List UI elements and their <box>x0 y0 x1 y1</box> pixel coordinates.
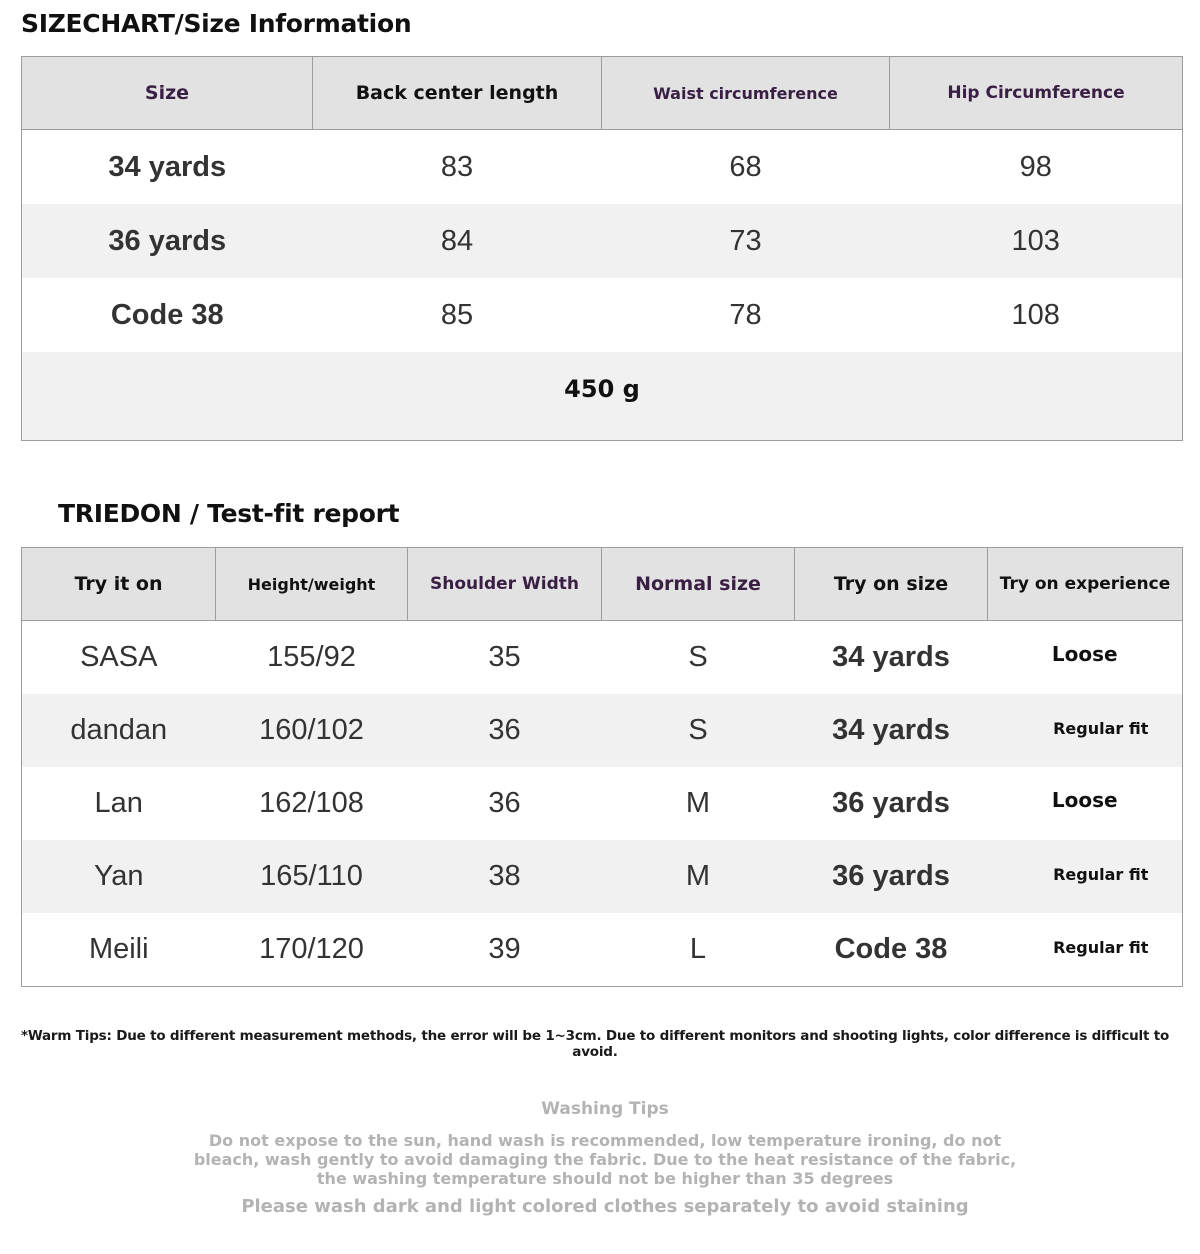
normal-size-cell: M <box>602 767 795 840</box>
hip-cell: 98 <box>890 130 1183 205</box>
experience-label: Loose <box>1051 787 1118 812</box>
waist-cell: 68 <box>602 130 890 205</box>
table-row <box>22 278 1183 352</box>
experience-label: Regular fit <box>1053 938 1149 957</box>
size-table-header-row <box>22 57 1183 130</box>
height-weight-cell: 165/110 <box>216 840 408 913</box>
try-size-cell: 34 yards <box>795 621 988 695</box>
try-size-cell: 36 yards <box>795 840 988 913</box>
name-cell: Meili <box>22 913 216 987</box>
hip-cell: 108 <box>890 278 1183 352</box>
garment-weight: 450 g <box>22 352 1183 441</box>
test-fit-title: TRIEDON / Test-fit report <box>58 499 400 528</box>
try-size-cell: 34 yards <box>795 694 988 767</box>
size-cell: 34 yards <box>22 130 313 205</box>
header-shoulder-width: Shoulder Width <box>408 548 602 621</box>
height-weight-cell: 162/108 <box>216 767 408 840</box>
experience-cell <box>988 767 1183 840</box>
shoulder-cell: 38 <box>408 840 602 913</box>
back-center-length-cell: 84 <box>313 204 602 278</box>
name-cell: Lan <box>22 767 216 840</box>
header-try-on-size: Try on size <box>795 548 988 621</box>
size-chart-table <box>21 56 1183 441</box>
waist-cell: 73 <box>602 204 890 278</box>
experience-label: Regular fit <box>1053 865 1149 884</box>
back-center-length-cell: 83 <box>313 130 602 205</box>
table-row <box>22 913 1183 987</box>
header-size: Size <box>22 57 313 130</box>
fit-table-header-row <box>22 548 1183 621</box>
experience-cell <box>988 694 1183 767</box>
experience-label: Loose <box>1051 641 1118 666</box>
shoulder-cell: 36 <box>408 767 602 840</box>
table-row <box>22 840 1183 913</box>
size-cell: 36 yards <box>22 204 313 278</box>
experience-label: Regular fit <box>1053 719 1149 738</box>
try-size-cell: Code 38 <box>795 913 988 987</box>
header-back-center-length: Back center length <box>313 57 602 130</box>
name-cell: SASA <box>22 621 216 695</box>
shoulder-cell: 36 <box>408 694 602 767</box>
height-weight-cell: 155/92 <box>216 621 408 695</box>
normal-size-cell: L <box>602 913 795 987</box>
experience-cell <box>988 621 1183 695</box>
washing-line: Do not expose to the sun, hand wash is recommended, low temperature ironing, do not <box>208 1131 1002 1150</box>
hip-cell: 103 <box>890 204 1183 278</box>
shoulder-cell: 39 <box>408 913 602 987</box>
warm-tips: *Warm Tips: Due to different measurement methods, the error will be 1~3cm. Due to different monitors and shooting lights, color difference is difficult to avoid. <box>20 1028 1170 1060</box>
shoulder-cell: 35 <box>408 621 602 695</box>
table-row <box>22 694 1183 767</box>
height-weight-cell: 170/120 <box>216 913 408 987</box>
table-row <box>22 621 1183 695</box>
try-size-cell: 36 yards <box>795 767 988 840</box>
weight-row <box>22 352 1183 441</box>
washing-tips-title: Washing Tips <box>541 1099 669 1119</box>
experience-cell <box>988 840 1183 913</box>
height-weight-cell: 160/102 <box>216 694 408 767</box>
waist-cell: 78 <box>602 278 890 352</box>
normal-size-cell: S <box>602 621 795 695</box>
washing-line: bleach, wash gently to avoid damaging the fabric. Due to the heat resistance of the fabric, <box>193 1150 1017 1169</box>
washing-separate-note: Please wash dark and light colored clothes separately to avoid staining <box>241 1196 969 1217</box>
table-row <box>22 130 1183 205</box>
test-fit-table <box>21 547 1183 987</box>
header-height-weight: Height/weight <box>216 548 408 621</box>
washing-line: the washing temperature should not be higher than 35 degrees <box>316 1169 894 1188</box>
header-waist-circumference: Waist circumference <box>602 57 890 130</box>
table-row <box>22 204 1183 278</box>
experience-cell <box>988 913 1183 987</box>
header-try-it-on: Try it on <box>22 548 216 621</box>
table-row <box>22 767 1183 840</box>
name-cell: dandan <box>22 694 216 767</box>
normal-size-cell: S <box>602 694 795 767</box>
header-try-on-experience: Try on experience <box>988 548 1183 621</box>
header-hip-circumference: Hip Circumference <box>890 57 1183 130</box>
normal-size-cell: M <box>602 840 795 913</box>
header-normal-size: Normal size <box>602 548 795 621</box>
name-cell: Yan <box>22 840 216 913</box>
size-cell: Code 38 <box>22 278 313 352</box>
back-center-length-cell: 85 <box>313 278 602 352</box>
washing-tips-text <box>0 1131 1200 1188</box>
size-chart-title: SIZECHART/Size Information <box>21 9 412 38</box>
